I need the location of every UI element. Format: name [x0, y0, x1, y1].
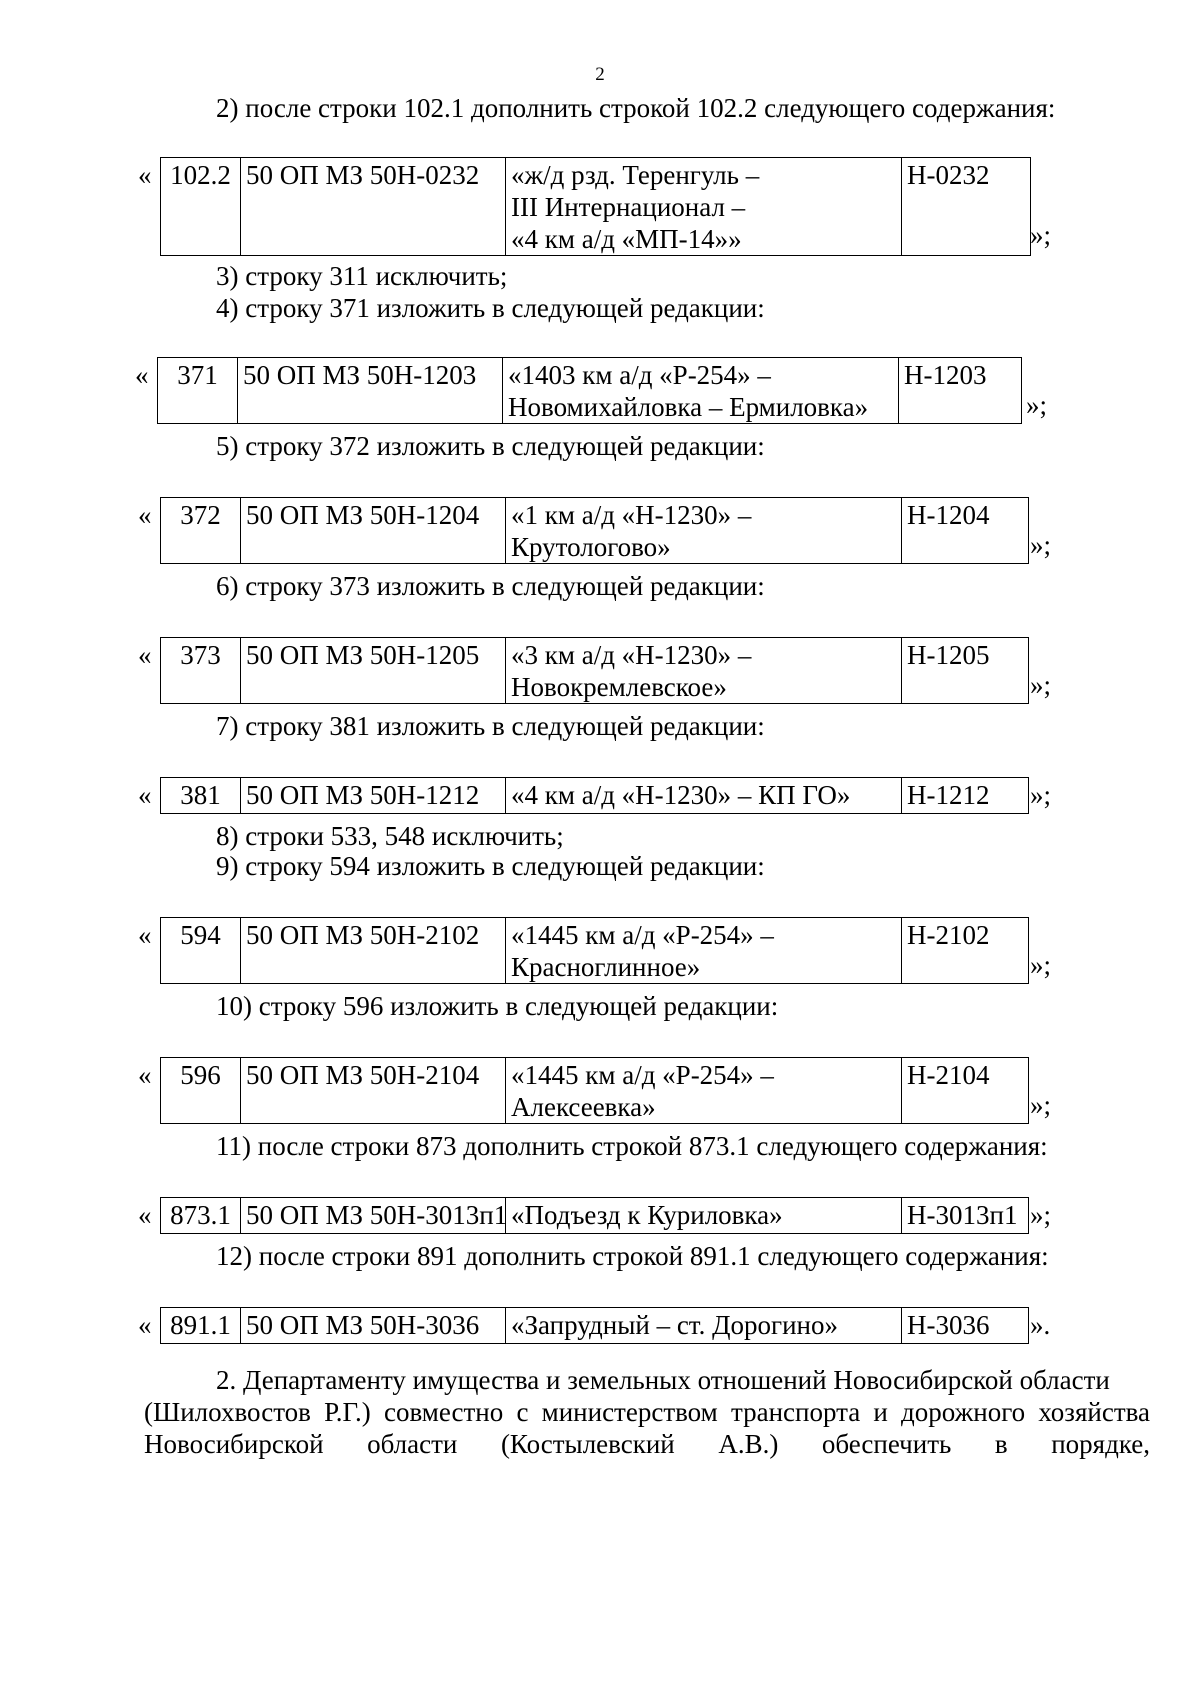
closing-quote: »; [1030, 1090, 1052, 1120]
paragraph-line: Новосибирской области (Костылевский А.В.) обеспечить в порядке, [144, 1429, 1150, 1459]
road-table-row [160, 157, 1031, 256]
closing-paragraph [144, 1364, 1150, 1460]
road-name-line: Алексеевка» [511, 1092, 656, 1122]
road-name [506, 1308, 902, 1344]
road-name-line: «4 км а/д «МП-14»» [511, 224, 742, 254]
closing-quote: »; [1030, 670, 1052, 700]
road-code: Н-2104 [902, 1058, 1029, 1124]
road-table-row [160, 777, 1029, 814]
road-code: Н-3036 [902, 1308, 1029, 1344]
closing-quote: »; [1026, 390, 1048, 420]
road-name-line: «Запрудный – ст. Дорогино» [511, 1310, 838, 1340]
closing-quote: »; [1030, 780, 1052, 810]
row-number: 372 [161, 498, 241, 564]
amendment-instruction: 6) строку 373 изложить в следующей редакции: [216, 571, 765, 601]
amendment-instruction: 4) строку 371 изложить в следующей редакции: [216, 293, 765, 323]
road-name-line: Новомихайловка – Ермиловка» [508, 392, 869, 422]
road-name [506, 158, 902, 256]
road-name-line: III Интернационал – [511, 192, 746, 222]
road-id: 50 ОП МЗ 50Н-1212 [241, 778, 506, 814]
amendment-instruction: 10) строку 596 изложить в следующей редакции: [216, 991, 779, 1021]
road-code: Н-1204 [902, 498, 1029, 564]
road-code: Н-1212 [902, 778, 1029, 814]
road-id: 50 ОП МЗ 50Н-2102 [241, 918, 506, 984]
row-number: 873.1 [161, 1198, 241, 1234]
opening-quote: « [138, 500, 152, 530]
row-number: 891.1 [161, 1308, 241, 1344]
road-name [506, 1198, 902, 1234]
amendment-instruction: 11) после строки 873 дополнить строкой 873.1 следующего содержания: [216, 1131, 1048, 1161]
road-code: Н-0232 [902, 158, 1031, 256]
road-id: 50 ОП МЗ 50Н-0232 [241, 158, 506, 256]
amendment-instruction: 12) после строки 891 дополнить строкой 891.1 следующего содержания: [216, 1241, 1049, 1271]
opening-quote: « [135, 360, 149, 390]
road-name-line: «1 км а/д «Н-1230» – [511, 500, 752, 530]
opening-quote: « [138, 640, 152, 670]
road-name [506, 498, 902, 564]
row-number: 381 [161, 778, 241, 814]
amendment-instruction: 3) строку 311 исключить; [216, 261, 508, 291]
amendment-instruction: 8) строки 533, 548 исключить; [216, 821, 564, 851]
road-id: 50 ОП МЗ 50Н-1204 [241, 498, 506, 564]
closing-quote: ». [1030, 1310, 1051, 1340]
road-id: 50 ОП МЗ 50Н-1205 [241, 638, 506, 704]
row-number: 373 [161, 638, 241, 704]
road-table-row [160, 637, 1029, 704]
road-code: Н-3013п1 [902, 1198, 1029, 1234]
paragraph-line: (Шилохвостов Р.Г.) совместно с министерством транспорта и дорожного хозяйства [144, 1397, 1150, 1427]
road-name-line: «1403 км а/д «Р-254» – [508, 360, 771, 390]
road-id: 50 ОП МЗ 50Н-2104 [241, 1058, 506, 1124]
amendment-instruction: 5) строку 372 изложить в следующей редакции: [216, 431, 765, 461]
closing-quote: »; [1030, 530, 1052, 560]
road-code: Н-1205 [902, 638, 1029, 704]
amendment-instruction: 2) после строки 102.1 дополнить строкой 102.2 следующего содержания: [216, 93, 1056, 123]
opening-quote: « [138, 920, 152, 950]
row-number: 371 [158, 358, 238, 424]
road-name [506, 1058, 902, 1124]
road-name-line: «Подъезд к Куриловка» [511, 1200, 783, 1230]
opening-quote: « [138, 780, 152, 810]
road-code: Н-2102 [902, 918, 1029, 984]
opening-quote: « [138, 1310, 152, 1340]
road-name [506, 638, 902, 704]
opening-quote: « [138, 160, 152, 190]
closing-quote: »; [1030, 220, 1052, 250]
road-name [506, 918, 902, 984]
road-name-line: «1445 км а/д «Р-254» – [511, 920, 774, 950]
road-id: 50 ОП МЗ 50Н-3036 [241, 1308, 506, 1344]
paragraph-line: 2. Департаменту имущества и земельных отношений Новосибирской области [216, 1365, 1110, 1395]
row-number: 596 [161, 1058, 241, 1124]
road-name [503, 358, 899, 424]
road-table-row [160, 497, 1029, 564]
road-name-line: Крутологово» [511, 532, 671, 562]
road-table-row [160, 1197, 1029, 1234]
road-code: Н-1203 [899, 358, 1022, 424]
road-id: 50 ОП МЗ 50Н-1203 [238, 358, 503, 424]
row-number: 594 [161, 918, 241, 984]
page-number: 2 [595, 64, 605, 85]
road-table-row [160, 1307, 1029, 1344]
closing-quote: »; [1030, 950, 1052, 980]
road-name-line: «ж/д рзд. Теренгуль – [511, 160, 760, 190]
road-table-row [160, 1057, 1029, 1124]
road-name-line: «3 км а/д «Н-1230» – [511, 640, 752, 670]
road-name-line: «4 км а/д «Н-1230» – КП ГО» [511, 780, 851, 810]
road-name-line: Новокремлевское» [511, 672, 727, 702]
amendment-instruction: 9) строку 594 изложить в следующей редакции: [216, 851, 765, 881]
road-table-row [160, 917, 1029, 984]
row-number: 102.2 [161, 158, 241, 256]
closing-quote: »; [1030, 1200, 1052, 1230]
opening-quote: « [138, 1200, 152, 1230]
opening-quote: « [138, 1060, 152, 1090]
road-table-row [157, 357, 1022, 424]
road-id: 50 ОП МЗ 50Н-3013п1 [241, 1198, 506, 1234]
road-name-line: «1445 км а/д «Р-254» – [511, 1060, 774, 1090]
road-name [506, 778, 902, 814]
road-name-line: Красноглинное» [511, 952, 701, 982]
amendment-instruction: 7) строку 381 изложить в следующей редакции: [216, 711, 765, 741]
